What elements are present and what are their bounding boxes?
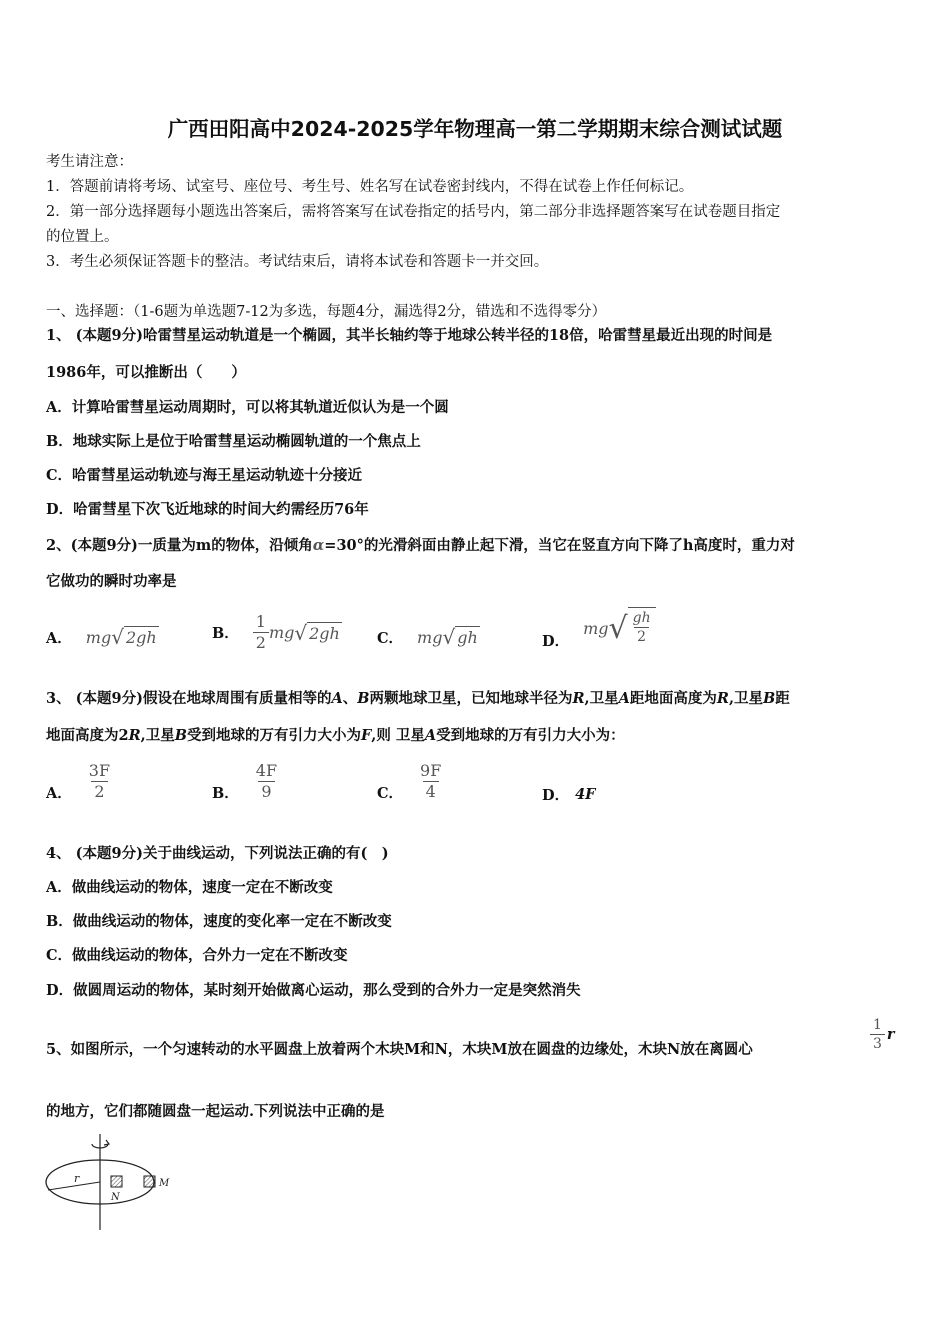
block-n — [111, 1176, 122, 1187]
q3-text: 距地面高度为 — [629, 690, 717, 707]
q2-stem-part2: =30°的光滑斜面由静止起下滑，当它在竖直方向下降了h高度时，重力对 — [324, 537, 795, 554]
q3-text: 3、 (本题9分)假设在地球周围有质量相等的 — [46, 690, 332, 707]
sqrt-formula: √ gh — [442, 625, 478, 649]
fraction — [870, 1016, 885, 1053]
q3-text: 受到地球的万有引力大小为 — [186, 727, 361, 744]
fraction — [630, 609, 654, 646]
q3-option-d — [542, 784, 595, 805]
radius-label: r — [74, 1172, 80, 1185]
frac-numerator: 3F — [88, 761, 111, 780]
sqrt-formula: √ 2gh — [294, 620, 340, 645]
option-label: A． — [46, 785, 72, 802]
var-f: F — [360, 727, 372, 744]
block-m-label: M — [159, 1178, 170, 1189]
q2-option-b — [212, 612, 342, 653]
sqrt-formula: √ 2gh — [111, 625, 157, 649]
formula-mg: mg — [85, 627, 112, 647]
notice-item-3: 3．考生必须保证答题卡的整洁。考试结束后，请将本试卷和答题卡一并交回。 — [46, 254, 549, 270]
frac-denominator: 2 — [253, 632, 269, 653]
frac-numerator: 1 — [873, 1017, 882, 1033]
q1-option-a: A．计算哈雷彗星运动周期时，可以将其轨道近似认为是一个圆 — [46, 399, 449, 416]
q1-option-c: C．哈雷彗星运动轨迹与海王星运动轨迹十分接近 — [46, 467, 363, 484]
alpha-symbol: α — [312, 536, 325, 554]
frac-numerator: 1 — [255, 612, 266, 631]
q3-text: 距 — [775, 690, 790, 707]
q3-text: ,卫星 — [728, 690, 763, 707]
q1-option-d: D．哈雷彗星下次飞近地球的时间大约需经历76年 — [46, 501, 369, 518]
q3-stem-cont — [46, 726, 625, 746]
q1-option-b: B．地球实际上是位于哈雷彗星运动椭圆轨道的一个焦点上 — [46, 433, 421, 450]
sqrt-content: 2gh — [125, 628, 157, 647]
q3-option-a — [46, 760, 113, 803]
q2-stem-part1: 2、(本题9分)一质量为m的物体，沿倾角 — [46, 537, 313, 554]
q3-option-b — [212, 760, 280, 803]
q3-stem — [46, 689, 790, 709]
frac-denominator: 4 — [423, 781, 439, 802]
q3-text: 两颗地球卫星，已知地球半径为 — [369, 690, 573, 707]
q3-text: ,则 卫星 — [371, 727, 425, 744]
page-title: 广西田阳高中2024-2025学年物理高一第二学期期末综合测试试题 — [167, 117, 783, 141]
fraction — [253, 612, 269, 653]
frac-numerator: 9F — [420, 761, 442, 780]
var-b: B — [763, 690, 776, 707]
var-b: B — [357, 690, 370, 707]
q2-stem — [46, 535, 795, 556]
sqrt-content: 2gh — [309, 623, 340, 643]
q3-text: 受到地球的万有引力大小为： — [436, 727, 625, 744]
formula-mg: mg — [417, 627, 443, 647]
rotating-disk-figure — [40, 1130, 190, 1234]
q4-option-b: B．做曲线运动的物体，速度的变化率一定在不断改变 — [46, 913, 392, 930]
option-label: D． — [542, 633, 570, 650]
fraction — [417, 761, 444, 802]
q4-option-a: A．做曲线运动的物体，速度一定在不断改变 — [46, 879, 333, 896]
formula-mg: mg — [268, 623, 295, 642]
var-r: R — [572, 690, 585, 707]
sqrt-formula: √ $\frac{gh}{2}$ — [609, 607, 656, 651]
q5-stem-cont: 的地方，它们都随圆盘一起运动.下列说法中正确的是 — [46, 1103, 385, 1120]
q2-option-d — [542, 606, 656, 651]
var-b: B — [174, 727, 187, 744]
frac-denominator: 2 — [91, 781, 107, 802]
option-label: B． — [212, 625, 239, 642]
option-label: C． — [377, 629, 404, 647]
formula-mg: mg — [583, 619, 609, 638]
sqrt-content — [628, 607, 656, 651]
section-heading: 一、选择题：（1-6题为单选题7-12为多选，每题4分，漏选得2分，错选和不选得零分） — [46, 304, 607, 320]
frac-denominator: 9 — [258, 781, 274, 802]
var-r: R — [128, 727, 141, 744]
q2-stem-cont: 它做功的瞬时功率是 — [46, 573, 177, 590]
q2-option-a — [46, 626, 159, 648]
frac-numerator: 4F — [255, 761, 278, 780]
notice-item-2: 2．第一部分选择题每小题选出答案后，需将答案写在试卷指定的括号内，第二部分非选择题答案写在试卷题目指定 — [46, 204, 781, 220]
block-m — [144, 1176, 155, 1187]
option-label: A． — [46, 629, 72, 647]
q5-fraction-r — [870, 1016, 895, 1053]
q3-text: 、 — [342, 690, 358, 707]
q3-text: ,卫星 — [584, 690, 619, 707]
var-a: A — [618, 690, 630, 707]
notice-heading: 考生请注意： — [46, 154, 133, 170]
notice-item-1: 1．答题前请将考场、试室号、座位号、考生号、姓名写在试卷密封线内，不得在试卷上作任何标记。 — [46, 179, 694, 195]
var-r: r — [886, 1026, 895, 1043]
var-r: R — [716, 690, 729, 707]
q1-stem-cont: 1986年，可以推断出（ ） — [46, 364, 246, 381]
q3-option-c — [377, 760, 444, 803]
q2-option-c — [377, 626, 480, 648]
notice-item-2-cont: 的位置上。 — [46, 229, 119, 245]
option-label: B． — [212, 785, 239, 802]
q3-text: 地面高度为2 — [46, 727, 129, 744]
var-a: A — [331, 690, 343, 707]
sqrt-content: gh — [457, 628, 478, 647]
fraction — [86, 761, 113, 802]
fraction — [253, 761, 280, 802]
answer-value: 4F — [575, 786, 596, 803]
option-label: C． — [377, 785, 404, 802]
q4-stem: 4、 (本题9分)关于曲线运动，下列说法正确的有( ) — [46, 845, 389, 862]
block-n-label: N — [111, 1192, 120, 1203]
q3-text: ,卫星 — [140, 727, 175, 744]
frac-numerator: gh — [632, 609, 651, 626]
q4-option-c: C．做曲线运动的物体，合外力一定在不断改变 — [46, 947, 348, 964]
frac-denominator: 3 — [870, 1034, 885, 1053]
var-a: A — [424, 727, 437, 744]
q4-option-d: D．做圆周运动的物体，某时刻开始做离心运动，那么受到的合外力一定是突然消失 — [46, 982, 581, 999]
arrowhead-icon — [104, 1140, 109, 1145]
q1-stem: 1、 (本题9分)哈雷彗星运动轨道是一个椭圆，其半长轴约等于地球公转半径的18倍，哈雷彗星最近出现的时间是 — [46, 327, 773, 344]
option-label: D． — [542, 787, 570, 804]
frac-denominator: 2 — [634, 627, 649, 646]
q5-stem: 5、如图所示，一个匀速转动的水平圆盘上放着两个木块M和N，木块M放在圆盘的边缘处，木块N放在离圆心 — [46, 1041, 753, 1058]
